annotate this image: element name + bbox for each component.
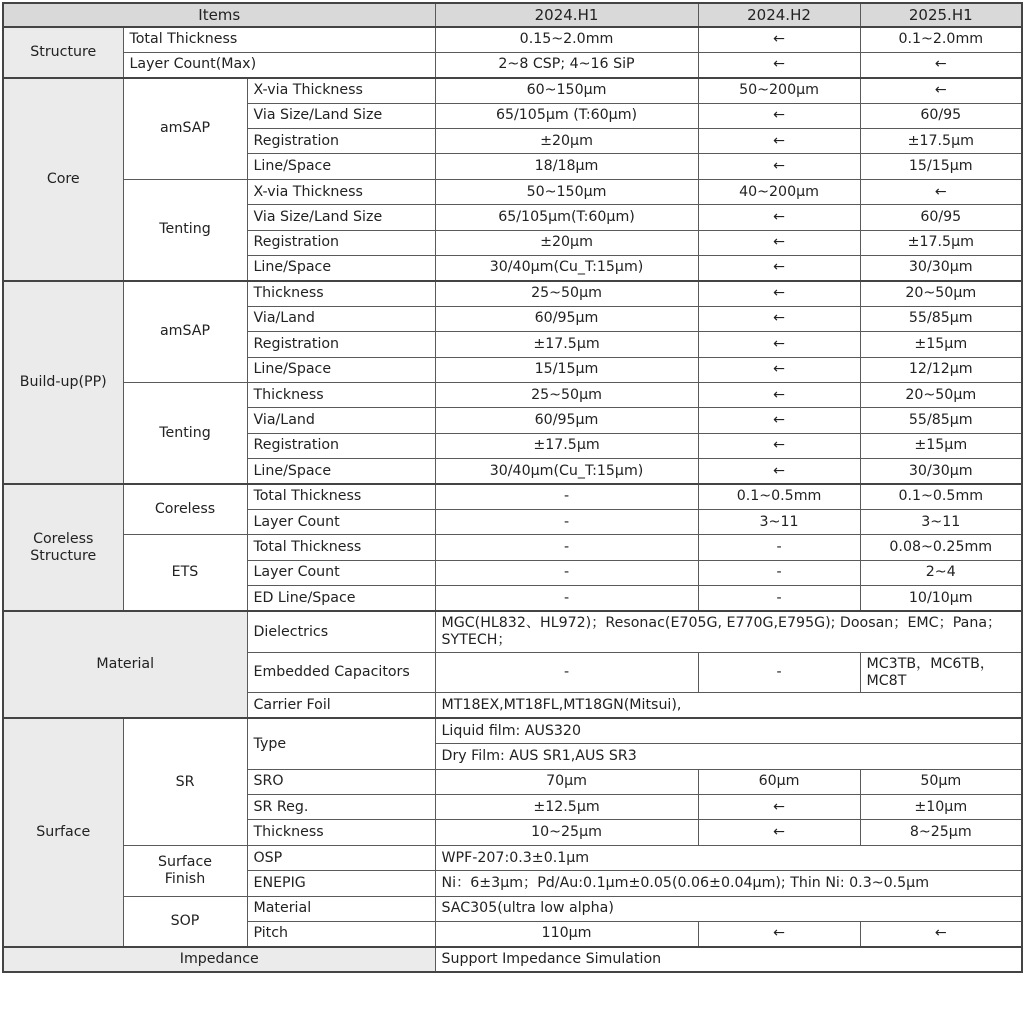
- value-2025-h1: 2~4: [860, 560, 1022, 585]
- value-2024-h1: 30/40µm(Cu_T:15µm): [435, 256, 698, 281]
- item-label: Total Thickness: [123, 27, 435, 52]
- process-capability-table: [2, 2, 1023, 973]
- value-2024-h1: 10~25µm: [435, 820, 698, 845]
- subgroup-sr: SR: [123, 718, 247, 845]
- value-2024-h2: 3~11: [698, 509, 860, 534]
- value-2025-h1: 60/95: [860, 103, 1022, 128]
- value-2024-h1: 30/40µm(Cu_T:15µm): [435, 459, 698, 484]
- item-label: ED Line/Space: [247, 586, 435, 611]
- table-row: [3, 611, 1022, 653]
- header-2024-h1: 2024.H1: [435, 3, 698, 27]
- item-label: OSP: [247, 845, 435, 870]
- value-2024-h2: ←: [698, 357, 860, 382]
- item-label: X-via Thickness: [247, 179, 435, 204]
- value-2024-h1: -: [435, 484, 698, 509]
- dielectrics-value: MGC(HL832、HL972)；Resonac(E705G, E770G,E795G); Doosan；EMC；Pana；SYTECH；: [435, 611, 1022, 653]
- group-core: Core: [3, 78, 123, 281]
- value-2025-h1: ←: [860, 78, 1022, 103]
- value-2025-h1: 8~25µm: [860, 820, 1022, 845]
- value-2024-h1: ±20µm: [435, 230, 698, 255]
- value-2024-h2: ←: [698, 820, 860, 845]
- value-2025-h1: ±17.5µm: [860, 129, 1022, 154]
- value-2025-h1: 0.1~0.5mm: [860, 484, 1022, 509]
- subgroup-core-amsap: amSAP: [123, 78, 247, 180]
- value-2025-h1: 50µm: [860, 769, 1022, 794]
- item-label: Thickness: [247, 382, 435, 407]
- sr-type-value: Liquid film: AUS320: [435, 718, 1022, 743]
- value-2025-h1: ←: [860, 179, 1022, 204]
- item-label: Material: [247, 896, 435, 921]
- value-2024-h2: ←: [698, 433, 860, 458]
- value-2024-h2: ←: [698, 256, 860, 281]
- value-2025-h1: ±15µm: [860, 332, 1022, 357]
- value-2025-h1: 55/85µm: [860, 408, 1022, 433]
- value-2024-h2: -: [698, 535, 860, 560]
- value-2024-h2: ←: [698, 52, 860, 77]
- value-2025-h1: 30/30µm: [860, 459, 1022, 484]
- value-2024-h1: 65/105µm(T:60µm): [435, 205, 698, 230]
- item-label: Total Thickness: [247, 484, 435, 509]
- subgroup-buildup-amsap: amSAP: [123, 281, 247, 383]
- value-2024-h1: 60/95µm: [435, 306, 698, 331]
- group-material: Material: [3, 611, 247, 718]
- value-2025-h1: 3~11: [860, 509, 1022, 534]
- item-label: Layer Count(Max): [123, 52, 435, 77]
- value-2024-h1: ±17.5µm: [435, 332, 698, 357]
- table-row: [3, 896, 1022, 921]
- value-2024-h2: ←: [698, 103, 860, 128]
- osp-value: WPF-207:0.3±0.1µm: [435, 845, 1022, 870]
- value-2024-h2: ←: [698, 795, 860, 820]
- table-row: [3, 535, 1022, 560]
- value-2024-h2: -: [698, 653, 860, 693]
- value-2024-h1: 50~150µm: [435, 179, 698, 204]
- item-label: Dielectrics: [247, 611, 435, 653]
- item-label: Registration: [247, 332, 435, 357]
- item-label: Via/Land: [247, 306, 435, 331]
- group-structure: Structure: [3, 27, 123, 78]
- value-2025-h1: 15/15µm: [860, 154, 1022, 179]
- item-label: Line/Space: [247, 256, 435, 281]
- subgroup-buildup-tenting: Tenting: [123, 382, 247, 484]
- value-2025-h1: 12/12µm: [860, 357, 1022, 382]
- sr-type-value: Dry Film: AUS SR1,AUS SR3: [435, 744, 1022, 769]
- value-2024-h2: ←: [698, 332, 860, 357]
- value-2024-h1: 25~50µm: [435, 281, 698, 306]
- value-2024-h2: -: [698, 560, 860, 585]
- value-2024-h1: -: [435, 560, 698, 585]
- subgroup-surface-finish: [123, 845, 247, 896]
- item-label: SRO: [247, 769, 435, 794]
- header-items: Items: [3, 3, 435, 27]
- item-label: X-via Thickness: [247, 78, 435, 103]
- table-row: [3, 78, 1022, 103]
- header-2025-h1: 2025.H1: [860, 3, 1022, 27]
- value-2024-h2: 50~200µm: [698, 78, 860, 103]
- table-row: [3, 718, 1022, 743]
- subgroup-coreless: Coreless: [123, 484, 247, 535]
- item-label: Carrier Foil: [247, 693, 435, 718]
- item-label: Thickness: [247, 281, 435, 306]
- item-label: Thickness: [247, 820, 435, 845]
- value-2024-h2: ←: [698, 154, 860, 179]
- value-2024-h1: 60~150µm: [435, 78, 698, 103]
- item-label: Type: [247, 718, 435, 769]
- item-label: Via Size/Land Size: [247, 103, 435, 128]
- header-row: [3, 3, 1022, 27]
- value-2024-h1: ±12.5µm: [435, 795, 698, 820]
- value-2025-h1: 10/10µm: [860, 586, 1022, 611]
- item-label: Registration: [247, 129, 435, 154]
- value-2025-h1: 55/85µm: [860, 306, 1022, 331]
- item-label: Line/Space: [247, 459, 435, 484]
- item-label: Registration: [247, 433, 435, 458]
- value-2025-h1: 0.1~2.0mm: [860, 27, 1022, 52]
- value-2025-h1: ±17.5µm: [860, 230, 1022, 255]
- value-2024-h1: 25~50µm: [435, 382, 698, 407]
- value-2024-h2: ←: [698, 922, 860, 947]
- enepig-value: Ni：6±3µm；Pd/Au:0.1µm±0.05(0.06±0.04µm); Thin Ni: 0.3~0.5µm: [435, 871, 1022, 896]
- value-2024-h2: -: [698, 586, 860, 611]
- value-2024-h1: 110µm: [435, 922, 698, 947]
- value-2025-h1: 20~50µm: [860, 281, 1022, 306]
- value-2024-h1: 0.15~2.0mm: [435, 27, 698, 52]
- value-2024-h1: 60/95µm: [435, 408, 698, 433]
- value-2024-h2: 40~200µm: [698, 179, 860, 204]
- value-2024-h2: 0.1~0.5mm: [698, 484, 860, 509]
- value-2024-h2: ←: [698, 205, 860, 230]
- item-label: Line/Space: [247, 154, 435, 179]
- value-2024-h2: ←: [698, 129, 860, 154]
- item-label: Via/Land: [247, 408, 435, 433]
- impedance-value: Support Impedance Simulation: [435, 947, 1022, 972]
- subgroup-core-tenting: Tenting: [123, 179, 247, 281]
- item-label: Pitch: [247, 922, 435, 947]
- subgroup-ets: ETS: [123, 535, 247, 611]
- header-2024-h2: 2024.H2: [698, 3, 860, 27]
- value-2024-h1: -: [435, 653, 698, 693]
- value-2024-h1: 2~8 CSP; 4~16 SiP: [435, 52, 698, 77]
- group-label-line: Structure: [30, 547, 97, 564]
- value-2024-h2: ←: [698, 306, 860, 331]
- table-row: [3, 179, 1022, 204]
- table-row: [3, 484, 1022, 509]
- item-label: Embedded Capacitors: [247, 653, 435, 693]
- value-2025-h1: 20~50µm: [860, 382, 1022, 407]
- group-surface: Surface: [3, 718, 123, 947]
- value-2024-h1: ±17.5µm: [435, 433, 698, 458]
- item-label: Line/Space: [247, 357, 435, 382]
- group-coreless-structure: [3, 484, 123, 611]
- value-2024-h2: 60µm: [698, 769, 860, 794]
- carrier-foil-value: MT18EX,MT18FL,MT18GN(Mitsui),: [435, 693, 1022, 718]
- value-2024-h1: ±20µm: [435, 129, 698, 154]
- value-2024-h1: 18/18µm: [435, 154, 698, 179]
- sop-material-value: SAC305(ultra low alpha): [435, 896, 1022, 921]
- value-2025-h1: ←: [860, 922, 1022, 947]
- value-2024-h1: -: [435, 509, 698, 534]
- item-label: Via Size/Land Size: [247, 205, 435, 230]
- value-2024-h2: ←: [698, 408, 860, 433]
- table-row: [3, 947, 1022, 972]
- table-row: [3, 382, 1022, 407]
- table-row: [3, 845, 1022, 870]
- item-label: SR Reg.: [247, 795, 435, 820]
- value-2025-h1: 60/95: [860, 205, 1022, 230]
- value-2024-h2: ←: [698, 230, 860, 255]
- item-label: Registration: [247, 230, 435, 255]
- table-row: [3, 52, 1022, 77]
- subgroup-label-line: Surface: [157, 853, 213, 870]
- group-buildup: Build-up(PP): [3, 281, 123, 484]
- subgroup-label-line: Finish: [164, 870, 206, 887]
- value-2025-h1: 30/30µm: [860, 256, 1022, 281]
- value-2024-h1: 70µm: [435, 769, 698, 794]
- value-2024-h2: ←: [698, 281, 860, 306]
- group-label-line: Coreless: [33, 530, 94, 547]
- value-2025-h1: ←: [860, 52, 1022, 77]
- table-row: [3, 281, 1022, 306]
- value-2024-h2: ←: [698, 27, 860, 52]
- value-2024-h1: 15/15µm: [435, 357, 698, 382]
- value-2025-h1: 0.08~0.25mm: [860, 535, 1022, 560]
- item-label: Total Thickness: [247, 535, 435, 560]
- subgroup-sop: SOP: [123, 896, 247, 947]
- table-row: [3, 27, 1022, 52]
- value-2024-h1: -: [435, 535, 698, 560]
- value-2025-h1: MC3TB，MC6TB，MC8T: [860, 653, 1022, 693]
- group-impedance: Impedance: [3, 947, 435, 972]
- value-2025-h1: ±10µm: [860, 795, 1022, 820]
- value-2025-h1: ±15µm: [860, 433, 1022, 458]
- item-label: Layer Count: [247, 560, 435, 585]
- value-2024-h1: -: [435, 586, 698, 611]
- item-label: Layer Count: [247, 509, 435, 534]
- value-2024-h2: ←: [698, 459, 860, 484]
- value-2024-h1: 65/105µm (T:60µm): [435, 103, 698, 128]
- item-label: ENEPIG: [247, 871, 435, 896]
- value-2024-h2: ←: [698, 382, 860, 407]
